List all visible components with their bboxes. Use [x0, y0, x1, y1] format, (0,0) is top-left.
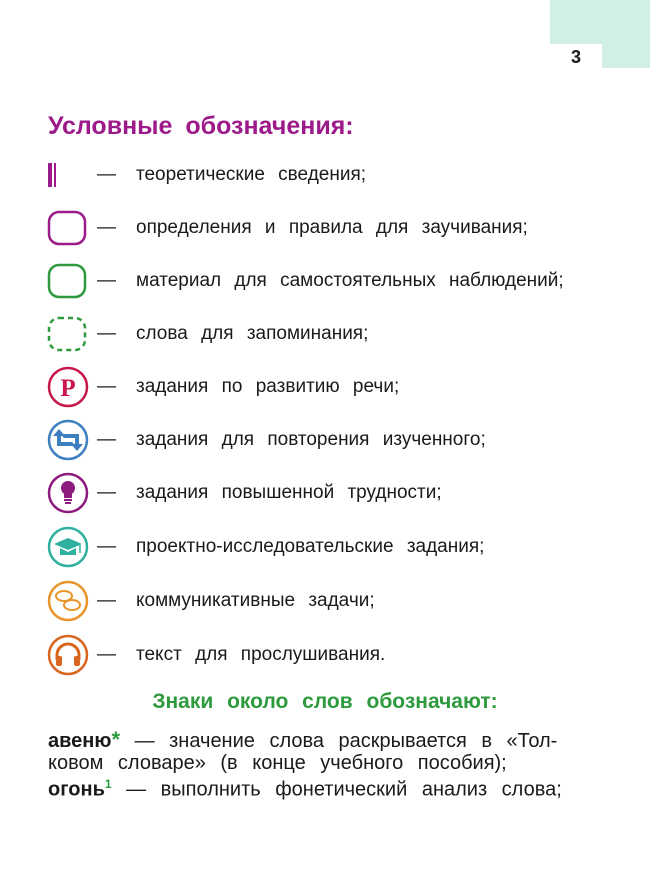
chat-bubbles-icon: [46, 579, 90, 623]
asterisk-mark: *: [111, 727, 120, 752]
purple-frame-icon: [46, 206, 90, 250]
legend-text: коммуникативные задачи;: [136, 590, 375, 611]
legend-text: задания для повторения изученного;: [136, 429, 486, 450]
sign-line-3: [48, 777, 562, 802]
legend-text: проектно-исследовательские задания;: [136, 536, 485, 557]
dash: —: [97, 270, 116, 291]
sign-text: — выполнить фонетический анализ слова;: [126, 778, 562, 801]
legend-text: слова для запоминания;: [136, 323, 369, 344]
dash: —: [97, 323, 116, 344]
legend-title: Условные обозначения:: [48, 112, 354, 140]
example-word: авеню: [48, 730, 112, 752]
page-number: 3: [550, 44, 602, 70]
legend-text: задания по развитию речи;: [136, 376, 400, 397]
dash: —: [97, 217, 116, 238]
dash: —: [97, 376, 116, 397]
legend-item: [46, 259, 636, 303]
legend-item: [46, 312, 636, 356]
legend-text: определения и правила для заучивания;: [136, 217, 528, 238]
sign-text: — значение слова раскрывается в «Тол-: [134, 730, 558, 752]
legend-text: теоретические сведения;: [136, 164, 367, 185]
dash: —: [97, 164, 116, 185]
graduation-cap-icon: [46, 525, 90, 569]
dash: —: [97, 644, 116, 665]
legend-item: [46, 633, 636, 677]
legend-text: задания повышенной трудности;: [136, 482, 442, 503]
repeat-arrows-icon: [46, 418, 90, 462]
legend-item: [46, 579, 636, 623]
signs-subtitle: Знаки около слов обозначают:: [152, 690, 498, 713]
legend-item: [46, 153, 636, 197]
legend-item: [46, 365, 636, 409]
sign-text: ковом словаре» (в конце учебного пособия);: [48, 752, 507, 774]
legend-item: [46, 418, 636, 462]
dash: —: [97, 590, 116, 611]
theory-bars-icon: [46, 153, 90, 197]
dashed-frame-icon: [46, 312, 90, 356]
lightbulb-icon: [46, 471, 90, 515]
green-frame-icon: [46, 259, 90, 303]
speech-p-icon: [46, 365, 90, 409]
legend-item: [46, 206, 636, 250]
example-word: огонь: [48, 778, 105, 801]
sign-line-1: [48, 727, 557, 753]
legend-item: [46, 525, 636, 569]
legend-item: [46, 471, 636, 515]
legend-text: материал для самостоятельных наблюдений;: [136, 270, 564, 291]
superscript-mark: 1: [104, 777, 112, 791]
dash: —: [97, 536, 116, 557]
headphones-icon: [46, 633, 90, 677]
legend-text: текст для прослушивания.: [136, 644, 386, 665]
svg-text:Р: Р: [60, 375, 76, 402]
dash: —: [97, 482, 116, 503]
dash: —: [97, 429, 116, 450]
sign-line-2: [48, 752, 507, 775]
